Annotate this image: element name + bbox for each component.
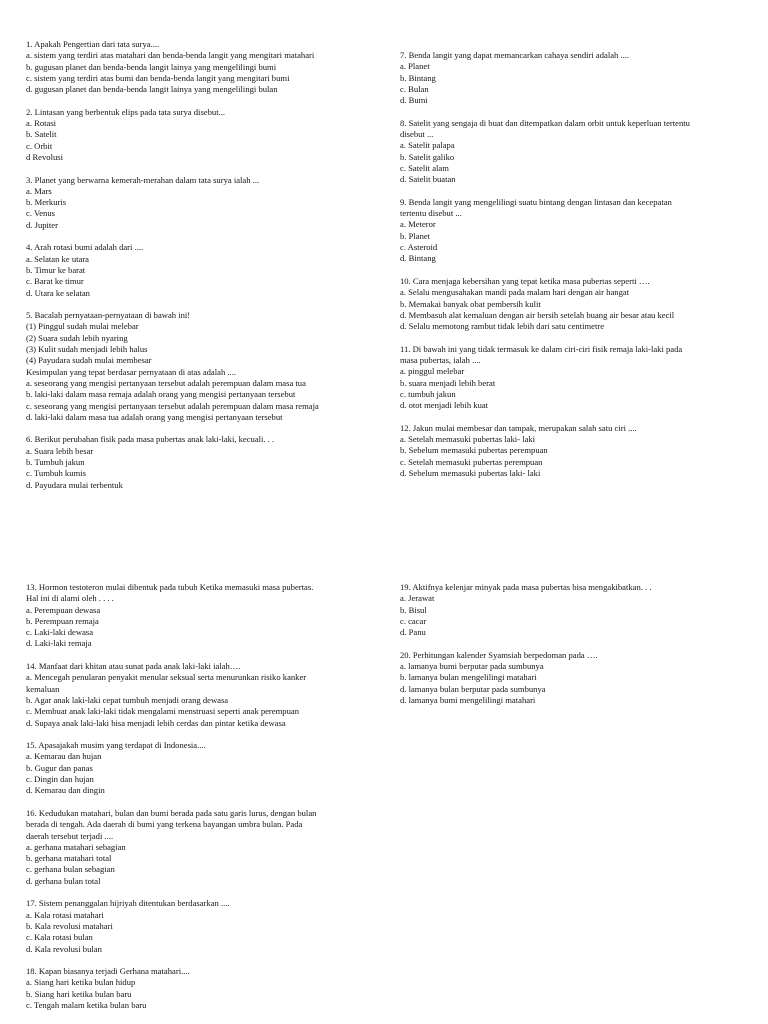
question-line: d. laki-laki dalam masa tua adalah orang yang mengisi pertanyaan tersebut xyxy=(26,411,283,422)
question-text: 19. Aktifnya kelenjar minyak pada masa pubertas bisa mengakibatkan. . . xyxy=(400,582,652,592)
question-line: b. Planet xyxy=(400,230,431,241)
question-line: d. Supaya anak laki-laki bisa menjadi lebih cerdas dan pintar ketika dewasa xyxy=(26,717,286,728)
question-line: a. Mars xyxy=(26,185,52,196)
question-block xyxy=(26,808,376,887)
question-line: a. Satelit palapa xyxy=(400,140,455,151)
question-line: b. Satelit galiko xyxy=(400,151,455,162)
question-text: 13. Hormon testoteron mulai dibentuk pada tubuh Ketika memasuki masa pubertas. xyxy=(26,582,314,592)
question-block xyxy=(400,118,742,186)
question-line: b. Sebelum memasuki pubertas perempuan xyxy=(400,445,548,456)
question-line: Hal ini di alami oleh . . . . xyxy=(26,593,114,604)
question-line: a. Perempuan dewasa xyxy=(26,604,101,615)
question-text: 7. Benda langit yang dapat memancarkan cahaya sendiri adalah .... xyxy=(400,50,630,60)
question-block xyxy=(26,434,376,490)
question-line: c. tumbuh jakun xyxy=(400,388,456,399)
question-line: d. Bumi xyxy=(400,95,428,106)
question-text: 6. Berikut perubahan fisik pada masa pubertas anak laki-laki, kecuali. . . xyxy=(26,434,275,445)
question-line: a. Siang hari ketika bulan hidup xyxy=(26,977,136,988)
question-line: b. gugusan planet dan benda-benda langit lainya yang mengelilingi bumi xyxy=(26,61,277,72)
question-line: d. Utara ke selatan xyxy=(26,287,90,298)
question-line: kemaluan xyxy=(26,683,60,694)
question-line: b. gerhana matahari total xyxy=(26,853,112,864)
question-line: a. sistem yang terdiri atas matahari dan benda-benda langit yang mengitari matahari xyxy=(26,50,315,61)
question-text: 1. Apakah Pengertian dari tata surya.... xyxy=(26,39,160,49)
question-line: d. Membasuh alat kemaluan dengan air bersih setelah buang air besar atau kecil xyxy=(400,309,675,320)
question-line: b. Perempuan remaja xyxy=(26,615,99,626)
question-line: c. Venus xyxy=(26,208,55,219)
question-text: 18. Kapan biasanya terjadi Gerhana matahari.... xyxy=(26,966,190,977)
question-text: 2. Lintasan yang berbentuk elips pada tata surya disebut... xyxy=(26,106,226,117)
question-text: 4. Arah rotasi bumi adalah dari .... xyxy=(26,242,144,253)
question-line: (2) Suara sudah lebih nyaring xyxy=(26,332,128,343)
question-block xyxy=(26,966,376,1011)
question-line: d. Laki-laki remaja xyxy=(26,638,92,649)
question-block xyxy=(400,344,742,412)
column-top-right xyxy=(400,50,742,491)
question-line: b. Kala revolusi matahari xyxy=(26,920,113,931)
question-line: c. Kala rotasi bulan xyxy=(26,932,93,943)
question-line: (4) Payudara sudah mulai membesar xyxy=(26,355,152,366)
question-line: a. seseorang yang mengisi pertanyaan tersebut adalah perempuan dalam masa tua xyxy=(26,377,306,388)
question-block xyxy=(400,276,742,332)
question-line: c. Orbit xyxy=(26,140,53,151)
question-line: d. Kala revolusi bulan xyxy=(26,943,102,954)
question-line: d. Selalu memotong rambut tidak lebih dari satu centimetre xyxy=(400,321,605,332)
question-line: a. gerhana matahari sebagian xyxy=(26,841,126,852)
question-line: d. Bintang xyxy=(400,253,436,264)
question-line: c. seseorang yang mengisi pertanyaan tersebut adalah perempuan dalam masa remaja xyxy=(26,400,319,411)
question-text: 9. Benda langit yang mengelilingi suatu bintang dengan lintasan dan kecepatan xyxy=(400,196,672,207)
question-line: d. lamanya bumi mengelilingi matahari xyxy=(400,694,536,705)
question-line: d. Panu xyxy=(400,627,426,638)
question-text: 15. Apasajakah musim yang terdapat di Indonesia.... xyxy=(26,740,206,751)
question-line: a. Selatan ke utara xyxy=(26,253,89,264)
question-line: b. Satelit xyxy=(26,129,57,140)
question-line: c. gerhana bulan sebagian xyxy=(26,864,115,875)
question-line: c. Asteroid xyxy=(400,242,438,253)
question-block xyxy=(26,661,376,729)
question-line: b. Memakai banyak obat pembersih kulit xyxy=(400,298,541,309)
question-text: 16. Kedudukan matahari, bulan dan bumi berada pada satu garis lurus, dengan bulan xyxy=(26,807,317,818)
question-line: c. Bulan xyxy=(400,83,429,94)
question-block xyxy=(26,242,376,298)
question-line: b. Bintang xyxy=(400,72,436,83)
question-block xyxy=(26,39,376,95)
question-line: a. Setelah memasuki pubertas laki- laki xyxy=(400,434,536,445)
question-line: c. sistem yang terdiri atas bumi dan benda-benda langit yang mengitari bumi xyxy=(26,72,290,83)
question-line: d. gerhana bulan total xyxy=(26,875,101,886)
question-text: 20. Perhitungan kalender Syamsiah berpedoman pada …. xyxy=(400,649,598,660)
question-text: 14. Manfaat dari khitan atau sunat pada anak laki-laki ialah…. xyxy=(26,661,241,672)
question-line: d. lamanya bulan berputar pada sumbunya xyxy=(400,683,546,694)
question-line: c. Dingin dan hujan xyxy=(26,774,94,785)
question-text: 8. Satelit yang sengaja di buat dan ditempatkan dalam orbit untuk keperluan tertentu xyxy=(400,117,690,128)
question-line: (3) Kulit sudah menjadi lebih halus xyxy=(26,344,148,355)
question-line: a. Mencegah penularan penyakit menular seksual serta menurunkan risiko kanker xyxy=(26,672,307,683)
question-line: b. Timur ke barat xyxy=(26,264,86,275)
question-line: a. Planet xyxy=(400,61,430,72)
question-block xyxy=(26,310,376,423)
question-line: c. Satelit alam xyxy=(400,162,449,173)
question-line: c. Tumbuh kumis xyxy=(26,468,86,479)
question-block xyxy=(400,650,742,706)
question-line: a. Kemarau dan hujan xyxy=(26,751,102,762)
question-line: c. Laki-laki dewasa xyxy=(26,627,94,638)
question-line: b. Bisul xyxy=(400,604,427,615)
question-line: d. otot menjadi lebih kuat xyxy=(400,400,489,411)
question-line: d. Sebelum memasuki pubertas laki- laki xyxy=(400,467,541,478)
question-line: b. Siang hari ketika bulan baru xyxy=(26,988,132,999)
question-text: 3. Planet yang berwarna kemerah-merahan dalam tata surya ialah ... xyxy=(26,174,260,185)
column-bottom-left xyxy=(26,582,376,1023)
question-text: 12. Jakun mulai membesar dan tampak, merupakan salah satu ciri .... xyxy=(400,422,637,433)
question-line: b. Tumbuh jakun xyxy=(26,456,85,467)
question-line: a. Rotasi xyxy=(26,118,57,129)
question-line: disebut ... xyxy=(400,129,434,140)
question-line: d. gugusan planet dan benda-benda langit lainya yang mengelilingi bulan xyxy=(26,84,278,95)
question-line: daerah tersebut terjadi .... xyxy=(26,830,114,841)
question-line: a. Meteror xyxy=(400,219,436,230)
question-block xyxy=(26,898,376,954)
question-line: c. cacar xyxy=(400,615,427,626)
question-line: (1) Pinggul sudah mulai melebar xyxy=(26,321,139,332)
question-line: a. Kala rotasi matahari xyxy=(26,909,104,920)
question-block xyxy=(26,740,376,796)
question-line: a. Selalu mengusahakan mandi pada malam hari dengan air hangat xyxy=(400,287,630,298)
question-line: masa pubertas, ialah .... xyxy=(400,355,481,366)
question-line: d. Satelit buatan xyxy=(400,174,456,185)
question-line: a. Jerawat xyxy=(400,593,435,604)
question-line: d Revolusi xyxy=(26,151,64,162)
question-text: 11. Di bawah ini yang tidak termasuk ke dalam ciri-ciri fisik remaja laki-laki pada xyxy=(400,343,683,354)
question-line: b. laki-laki dalam masa remaja adalah orang yang mengisi pertanyaan tersebut xyxy=(26,389,296,400)
question-line: b. suara menjadi lebih berat xyxy=(400,377,496,388)
question-line: Kesimpulan yang tepat berdasar pernyataan di atas adalah .... xyxy=(26,366,236,377)
question-line: a. pinggul melebar xyxy=(400,366,465,377)
column-top-left xyxy=(26,39,376,502)
question-block xyxy=(400,50,742,106)
question-block xyxy=(400,423,742,479)
question-line: tertentu disebut ... xyxy=(400,208,462,219)
question-line: a. Suara lebih besar xyxy=(26,445,94,456)
column-bottom-right xyxy=(400,582,742,718)
question-line: c. Setelah memasuki pubertas perempuan xyxy=(400,456,543,467)
question-text: 10. Cara menjaga kebersihan yang tepat ketika masa pubertas seperti …. xyxy=(400,275,650,286)
question-line: d. Kemarau dan dingin xyxy=(26,785,105,796)
question-line: d. Jupiter xyxy=(26,219,58,230)
question-line: a. lamanya bumi berputar pada sumbunya xyxy=(400,661,544,672)
question-text: 17. Sistem penanggalan hijriyah ditentukan berdasarkan .... xyxy=(26,898,230,909)
question-line: b. Agar anak laki-laki cepat tumbuh menjadi orang dewasa xyxy=(26,694,229,705)
question-line: b. lamanya bulan mengelilingi matahari xyxy=(400,672,537,683)
question-text: 5. Bacalah pernyataan-pernyataan di bawah ini! xyxy=(26,310,191,321)
question-line: d. Payudara mulai terbentuk xyxy=(26,479,123,490)
question-line: c. Barat ke timur xyxy=(26,276,84,287)
question-block xyxy=(26,175,376,231)
question-line: b. Gugur dan panas xyxy=(26,762,93,773)
question-line: berada di tengah. Ada daerah di bumi yang terkena bayangan umbra bulan. Pada xyxy=(26,819,303,830)
question-block xyxy=(26,582,376,650)
question-line: b. Merkuris xyxy=(26,197,67,208)
question-line: c. Tengah malam ketika bulan baru xyxy=(26,999,147,1010)
question-block xyxy=(400,582,742,638)
question-block xyxy=(400,197,742,265)
question-line: c. Membuat anak laki-laki tidak mengalami menstruasi seperti anak perempuan xyxy=(26,706,299,717)
question-block xyxy=(26,107,376,163)
